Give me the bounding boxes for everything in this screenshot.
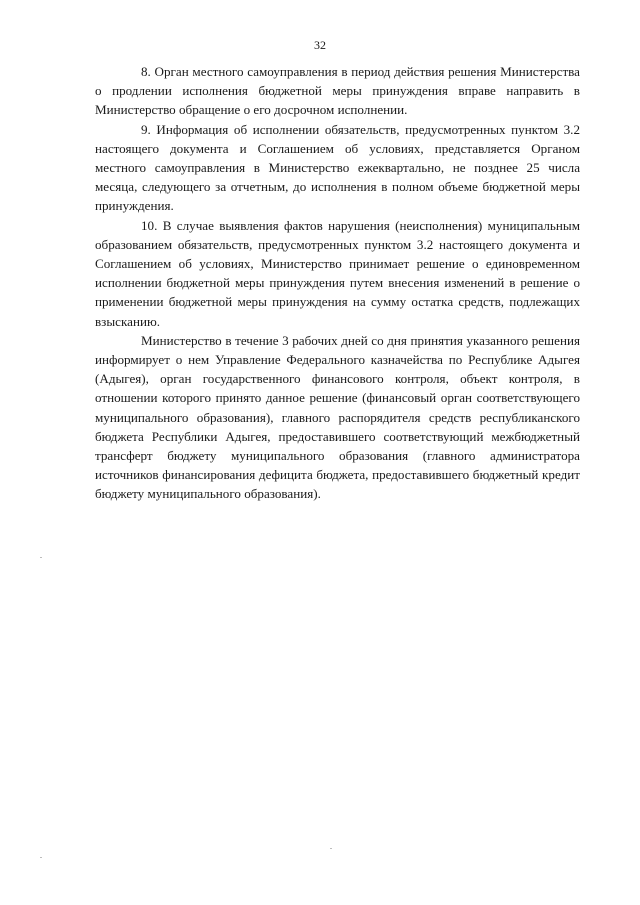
scan-speck (40, 857, 42, 858)
paragraph-9: 9. Информация об исполнении обязательств, предусмотренных пунктом 3.2 настоящего документа и Соглашением об условиях, представляется Органом местного самоуправления в Министерство ежеквартально, не позднее 25 числа месяца, следующего за отчетным, до исполнения в полном объеме бюджетной меры принуждения. (95, 121, 580, 214)
scan-speck (330, 848, 332, 849)
paragraph-8: 8. Орган местного самоуправления в период действия решения Министерства о продлении исполнения бюджетной меры принуждения вправе направить в Министерство обращение о его досрочном исполнении. (95, 64, 580, 118)
paragraph-10: 10. В случае выявления фактов нарушения (неисполнения) муниципальным образованием обязательств, предусмотренных пунктом 3.2 настоящего документа и Соглашением об условиях, Министерство принимает решение о единовременном исполнении бюджетной меры принуждения путем внесения изменений в решение о применении бюджетной меры принуждения на сумму остатка средств, подлежащих взысканию. (95, 217, 580, 329)
scan-speck (40, 557, 42, 558)
page-number: 32 (314, 38, 326, 52)
document-body (95, 62, 580, 504)
paragraph-ministry-notice: Министерство в течение 3 рабочих дней со дня принятия указанного решения информирует о нем Управление Федерального казначейства по Республике Адыгея (Адыгея), орган государственного финансового контроля, объект контроля, в отношении которого принято данное решение (финансовый орган соответствующего муниципального образования), главного распорядителя средств республиканского бюджета Республики Адыгея, предоставившего соответствующий межбюджетный трансферт бюджету муниципального образования (главного администратора источников финансирования дефицита бюджета, предоставившего бюджетный кредит бюджету муниципального образования). (95, 332, 580, 502)
